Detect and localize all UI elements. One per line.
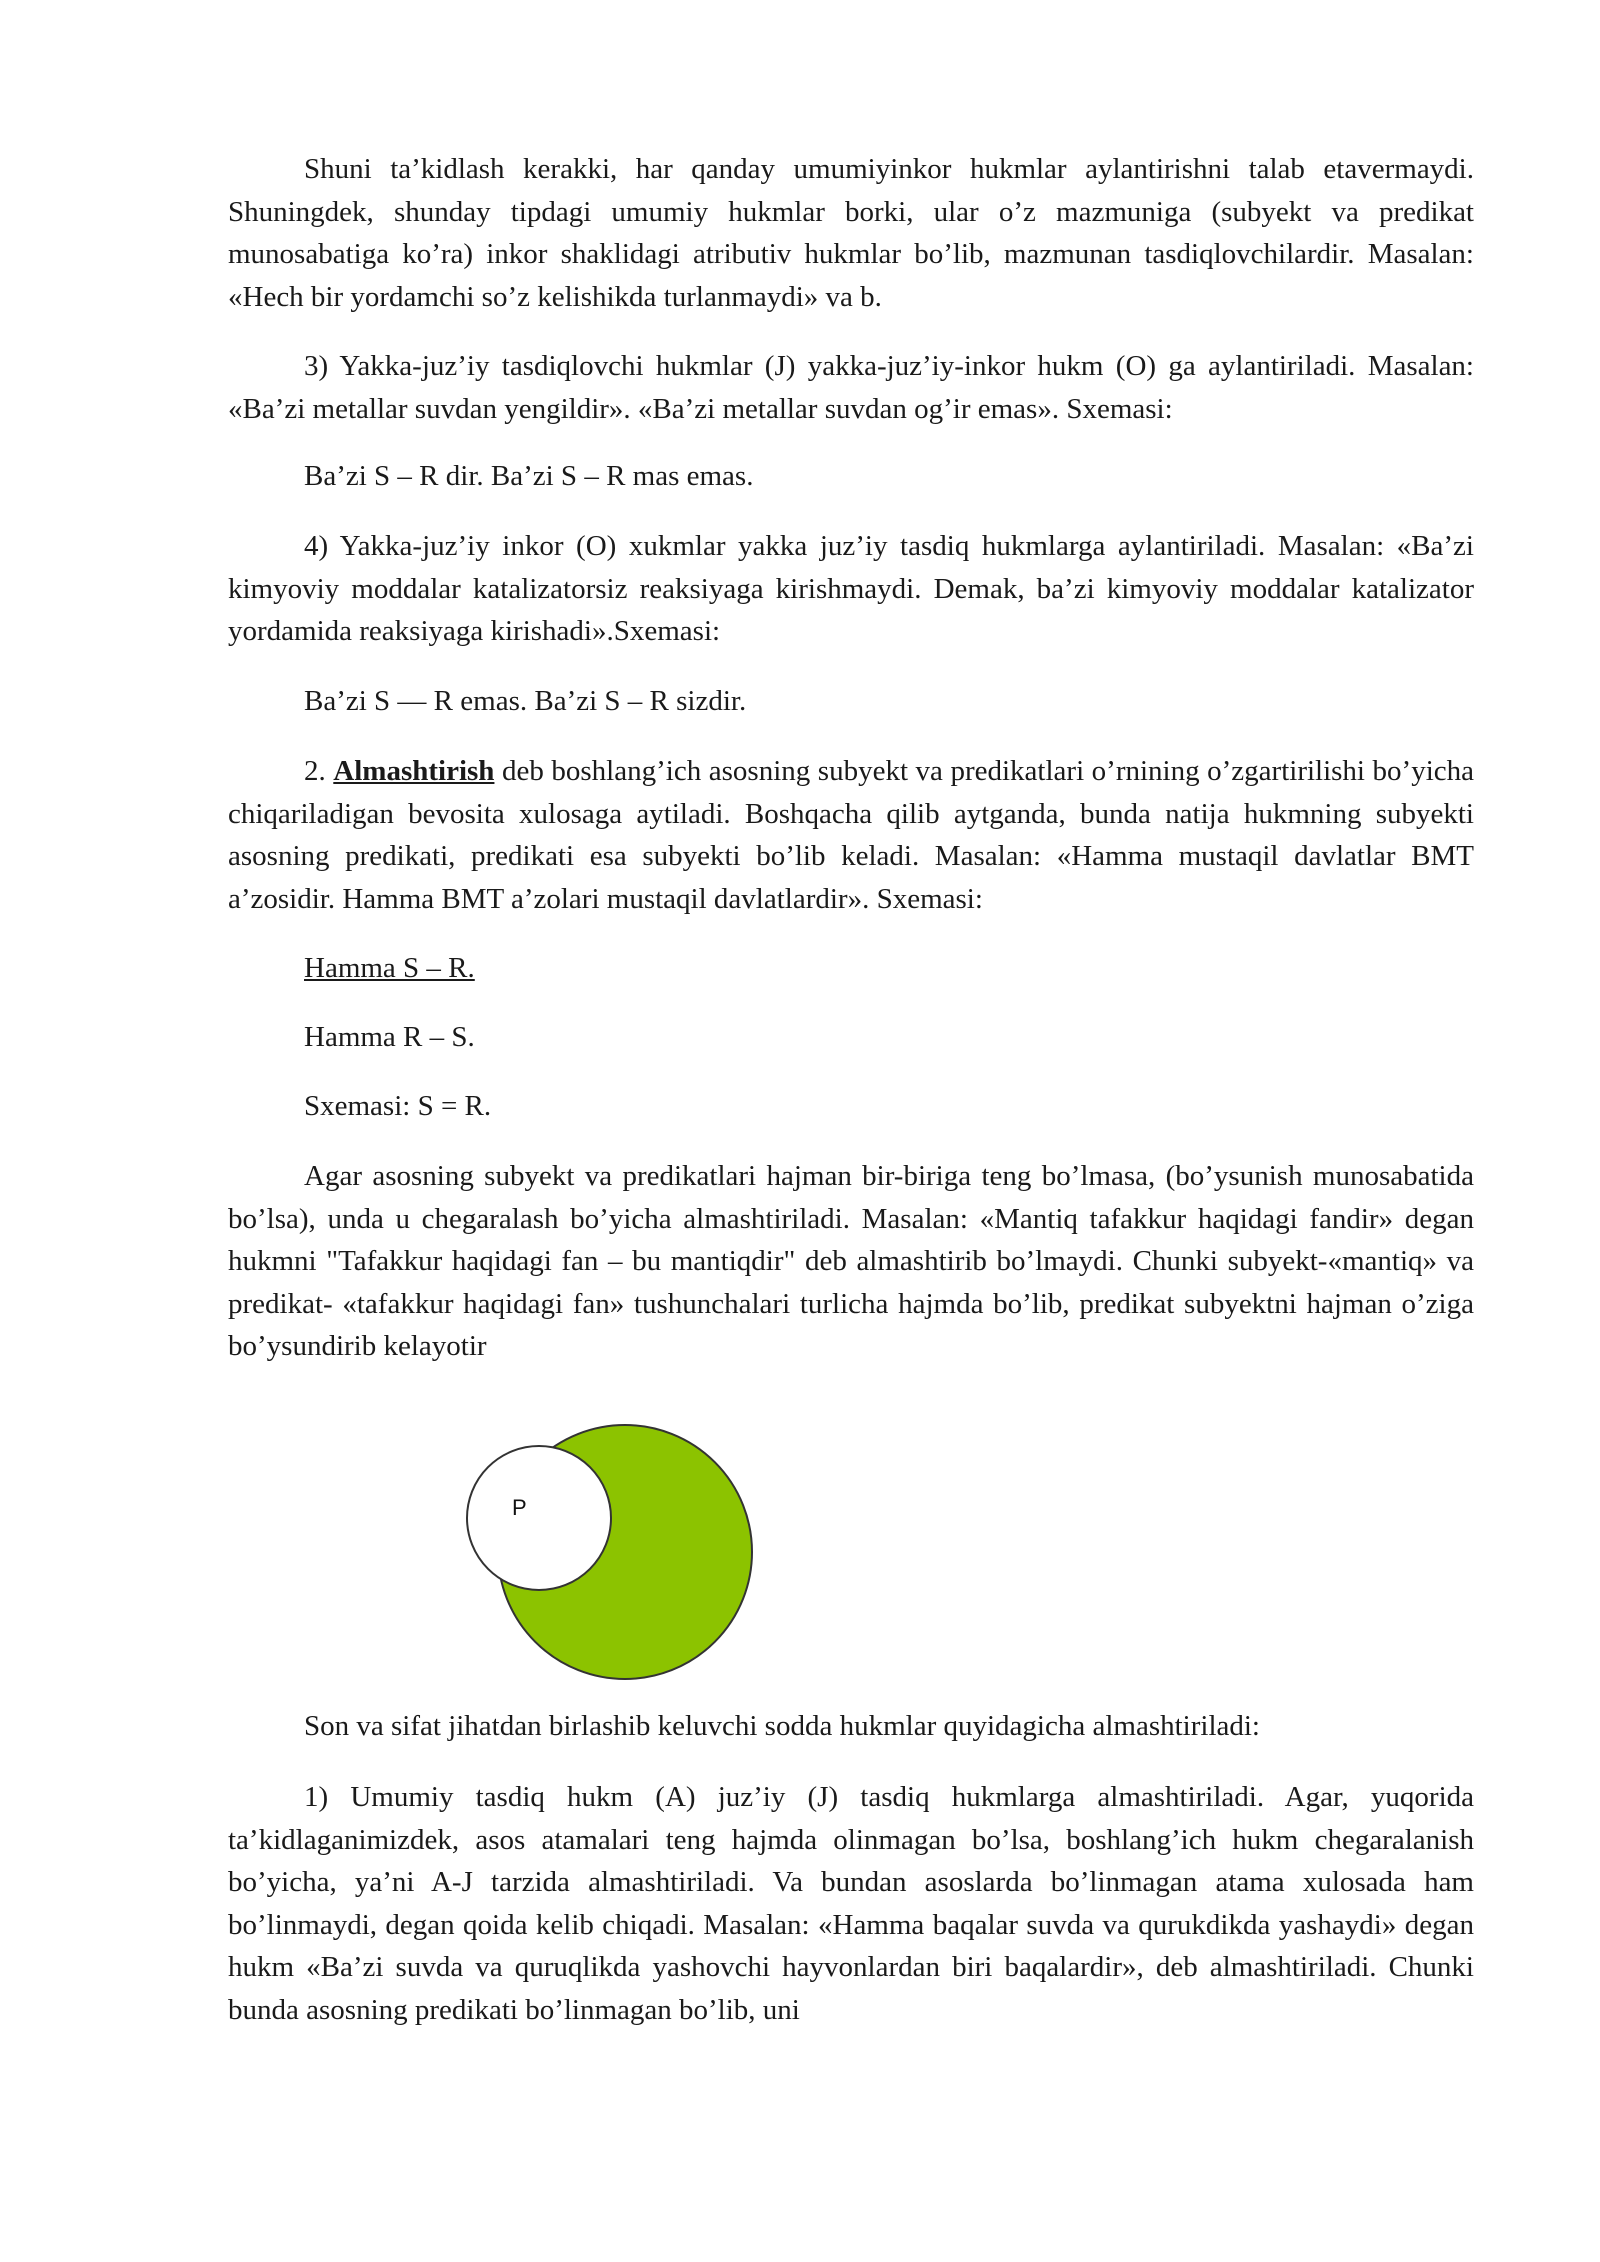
formula-premise: Hamma S – R. bbox=[304, 952, 475, 984]
formula-scheme: Sxemasi: S = R. bbox=[304, 1090, 492, 1122]
euler-diagram-svg bbox=[460, 1420, 760, 1680]
paragraph-limitation: Agar asosning subyekt va predikatlari hajman bir-biriga teng bo’lmasa, (bo’ysunish munosabatida bo’lsa), unda u chegaralash bo’yicha almashtiriladi. Masalan: «Mantiq tafakkur haqidagi fandir» degan hukmni "Tafakkur haqidagi fan – bu mantiqdir" deb almashtirib bo’lmaydi. Chunki subyekt-«mantiq» va predikat- «tafakkur haqidagi fan» tushunchalari turlicha hajmda bo’lib, predikat subyektni hajman o’ziga bo’ysundirib kelayotir bbox=[228, 1160, 1474, 1362]
formula-rule-4: Ba’zi S — R emas. Ba’zi S – R sizdir. bbox=[304, 685, 747, 717]
formula-rule-3: Ba’zi S – R dir. Ba’zi S – R mas emas. bbox=[304, 460, 754, 492]
paragraph-converse-note: Shuni ta’kidlash kerakki, har qanday umumiyinkor hukmlar aylantirishni talab etavermaydi. Shuningdek, shunday tipdagi umumiy hukmlar borki, ular o’z mazmuniga (subyekt va predikat munosabatiga ko’ra) inkor shaklidagi atributiv hukmlar bo’lib, mazmunan tasdiqlovchilardir. Masalan: «Hech bir yordamchi so’z kelishikda turlanmaydi» va b. bbox=[228, 153, 1474, 313]
paragraph-rule-3: 3) Yakka-juz’iy tasdiqlovchi hukmlar (J) yakka-juz’iy-inkor hukm (O) ga aylantiriladi. Masalan: «Ba’zi metallar suvdan yengildir». «Ba’zi metallar suvdan og’ir emas». Sxemasi: bbox=[228, 350, 1474, 425]
paragraph-combined-judgments: Son va sifat jihatdan birlashib keluvchi sodda hukmlar quyidagicha almashtiriladi: bbox=[304, 1710, 1260, 1742]
paragraph-rule-4: 4) Yakka-juz’iy inkor (O) xukmlar yakka juz’iy tasdiq hukmlarga aylantiriladi. Masalan: «Ba’zi kimyoviy moddalar katalizatorsiz reaksiyaga kirishmaydi. Demak, ba’zi kimyoviy moddalar katalizator yordamida reaksiyaga kirishadi».Sxemasi: bbox=[228, 530, 1474, 647]
paragraph-rule-a-j: 1) Umumiy tasdiq hukm (A) juz’iy (J) tasdiq hukmlarga almashtiriladi. Agar, yuqorida ta’kidlaganimizdek, asos atamalari teng hajmda olinmagan bo’lsa, boshlang’ich hukm chegaralanish bo’yicha, ya’ni A-J tarzida almashtiriladi. Va bundan asoslarda bo’linmagan atama xulosada ham bo’linmaydi, degan qoida kelib chiqadi. Masalan: «Hamma baqalar suvda va qurukdikda yashaydi» degan hukm «Ba’zi suvda va quruqlikda yashovchi hayvonlardan biri baqalardir», deb almashtiriladi. Chunki bunda asosning predikati bo’linmagan bo’lib, uni bbox=[228, 1781, 1474, 2026]
section-number: 2. bbox=[304, 755, 334, 787]
subject-circle bbox=[467, 1446, 611, 1590]
definition-text: deb boshlang’ich asosning subyekt va predikatlari o’rnining o’zgartirilishi bo’yicha chiqariladigan bevosita xulosaga aytiladi. Boshqacha qilib aytganda, bunda natija hukmning subyekti asosning predikati, predikati esa subyekti bo’lib keladi. Masalan: «Hamma mustaqil davlatlar BMT a’zosidir. Hamma BMT a’zolari mustaqil davlatlardir». Sxemasi: bbox=[228, 755, 1474, 915]
formula-conclusion: Hamma R – S. bbox=[304, 1021, 475, 1053]
euler-diagram bbox=[460, 1420, 760, 1680]
term-almashtirish: Almashtirish bbox=[333, 755, 495, 787]
circle-label-p: P bbox=[512, 1495, 527, 1520]
paragraph-almashtirish-definition bbox=[228, 750, 1474, 920]
